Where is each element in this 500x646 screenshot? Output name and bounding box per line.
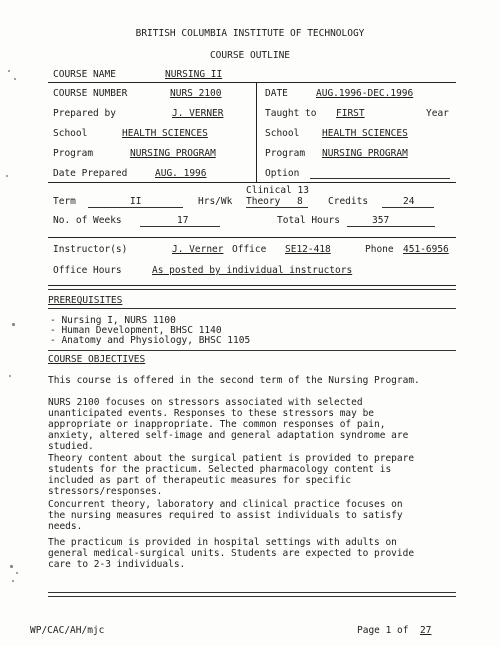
theory-blank-line bbox=[246, 207, 308, 208]
program-label-right: Program bbox=[265, 148, 306, 159]
footer-code: WP/CAC/AH/mjc bbox=[30, 625, 105, 636]
date-label: DATE bbox=[265, 88, 288, 99]
taught-to-suffix: Year bbox=[426, 108, 449, 119]
scan-speck bbox=[12, 323, 15, 326]
office-hours-value: As posted by individual instructors bbox=[152, 265, 353, 276]
taught-to-value: FIRST bbox=[336, 108, 365, 119]
credits-label: Credits bbox=[328, 196, 369, 207]
rule-term-bottom bbox=[48, 237, 456, 238]
office-value: SE12-418 bbox=[285, 244, 331, 255]
school-value-left: HEALTH SCIENCES bbox=[122, 128, 208, 139]
scan-speck bbox=[6, 175, 8, 177]
hrs-wk-label: Hrs/Wk bbox=[198, 196, 233, 207]
rule-prereq-bottom bbox=[48, 350, 456, 351]
column-divider bbox=[256, 82, 257, 182]
rule-course-name bbox=[48, 82, 456, 83]
course-number-value: NURS 2100 bbox=[170, 88, 222, 99]
scan-speck bbox=[14, 78, 16, 80]
prerequisites-heading: PREREQUISITES bbox=[48, 295, 123, 306]
program-label-left: Program bbox=[53, 148, 94, 159]
scan-speck bbox=[12, 580, 14, 582]
program-value-left: NURSING PROGRAM bbox=[130, 148, 216, 159]
hours-blank-line bbox=[347, 226, 435, 227]
objectives-paragraph-3: Theory content about the surgical patient is provided to prepare students for the practicum. Selected pharmacology content is included as part of therapeutic measures for specific stressors/responses. bbox=[48, 453, 415, 497]
objectives-paragraph-5: The practicum is provided in hospital settings with adults on general medical-surgical units. Students are expected to provide care to 2-3 individuals. bbox=[48, 537, 415, 570]
term-value: II bbox=[130, 196, 142, 207]
program-value-right: NURSING PROGRAM bbox=[322, 148, 408, 159]
rule-instructor-1 bbox=[48, 285, 456, 286]
scan-speck bbox=[10, 565, 13, 568]
option-label: Option bbox=[265, 168, 300, 179]
office-hours-label: Office Hours bbox=[53, 265, 122, 276]
option-blank-line bbox=[310, 178, 450, 179]
instructor-label: Instructor(s) bbox=[53, 244, 128, 255]
total-hours-label: Total Hours bbox=[277, 215, 340, 226]
course-name-label: COURSE NAME bbox=[53, 69, 116, 80]
rule-bottom-1 bbox=[48, 592, 456, 593]
clinical-hours: Clinical 13 bbox=[246, 185, 309, 196]
phone-value: 451-6956 bbox=[403, 244, 449, 255]
weeks-value: 17 bbox=[177, 215, 189, 226]
date-prepared-value: AUG. 1996 bbox=[155, 168, 207, 179]
instructor-value: J. Verner bbox=[172, 244, 224, 255]
credits-blank-line bbox=[382, 207, 434, 208]
prerequisite-item: - Human Development, BHSC 1140 bbox=[50, 325, 222, 336]
total-hours-value: 357 bbox=[372, 215, 390, 226]
document-type: COURSE OUTLINE bbox=[209, 50, 291, 61]
page-label: Page 1 of bbox=[357, 625, 409, 636]
theory-label: Theory bbox=[246, 196, 281, 207]
date-prepared-label: Date Prepared bbox=[53, 168, 128, 179]
institute-title: BRITISH COLUMBIA INSTITUTE OF TECHNOLOGY bbox=[135, 28, 365, 39]
course-name-value: NURSING II bbox=[165, 69, 223, 80]
prepared-by-value: J. VERNER bbox=[172, 108, 224, 119]
term-label: Term bbox=[53, 196, 76, 207]
weeks-blank-line bbox=[140, 226, 220, 227]
objectives-heading: COURSE OBJECTIVES bbox=[48, 354, 146, 365]
objectives-paragraph-4: Concurrent theory, laboratory and clinical practice focuses on the nursing measures required to assist individuals to satisfy needs. bbox=[48, 499, 403, 532]
objectives-paragraph-2: NURS 2100 focuses on stressors associated with selected unanticipated events. Responses to these stressors may be appropriate or inappropriate. The common responses of pain, anxiety, altered self-image and general adaptation syndrome are studied. bbox=[48, 397, 409, 452]
scan-speck bbox=[8, 70, 10, 72]
term-blank-line bbox=[88, 207, 183, 208]
school-label-left: School bbox=[53, 128, 88, 139]
weeks-label: No. of Weeks bbox=[53, 215, 122, 226]
scan-speck bbox=[16, 572, 18, 574]
credits-value: 24 bbox=[403, 196, 415, 207]
school-value-right: HEALTH SCIENCES bbox=[322, 128, 408, 139]
scan-speck bbox=[9, 375, 11, 377]
rule-instructor-2 bbox=[48, 289, 456, 290]
date-value: AUG.1996-DEC.1996 bbox=[316, 88, 414, 99]
taught-to-label: Taught to bbox=[265, 108, 317, 119]
office-label: Office bbox=[232, 244, 267, 255]
phone-label: Phone bbox=[365, 244, 394, 255]
prepared-by-label: Prepared by bbox=[53, 108, 116, 119]
rule-fields-bottom bbox=[48, 182, 456, 183]
page-total: 27 bbox=[420, 625, 432, 636]
objectives-paragraph-1: This course is offered in the second term of the Nursing Program. bbox=[48, 375, 420, 386]
prerequisite-item: - Anatomy and Physiology, BHSC 1105 bbox=[50, 335, 251, 346]
course-number-label: COURSE NUMBER bbox=[53, 88, 128, 99]
rule-prereq-top bbox=[48, 308, 456, 309]
rule-bottom-2 bbox=[48, 596, 456, 597]
school-label-right: School bbox=[265, 128, 300, 139]
theory-value: 8 bbox=[297, 196, 303, 207]
prerequisite-item: - Nursing I, NURS 1100 bbox=[50, 315, 176, 326]
